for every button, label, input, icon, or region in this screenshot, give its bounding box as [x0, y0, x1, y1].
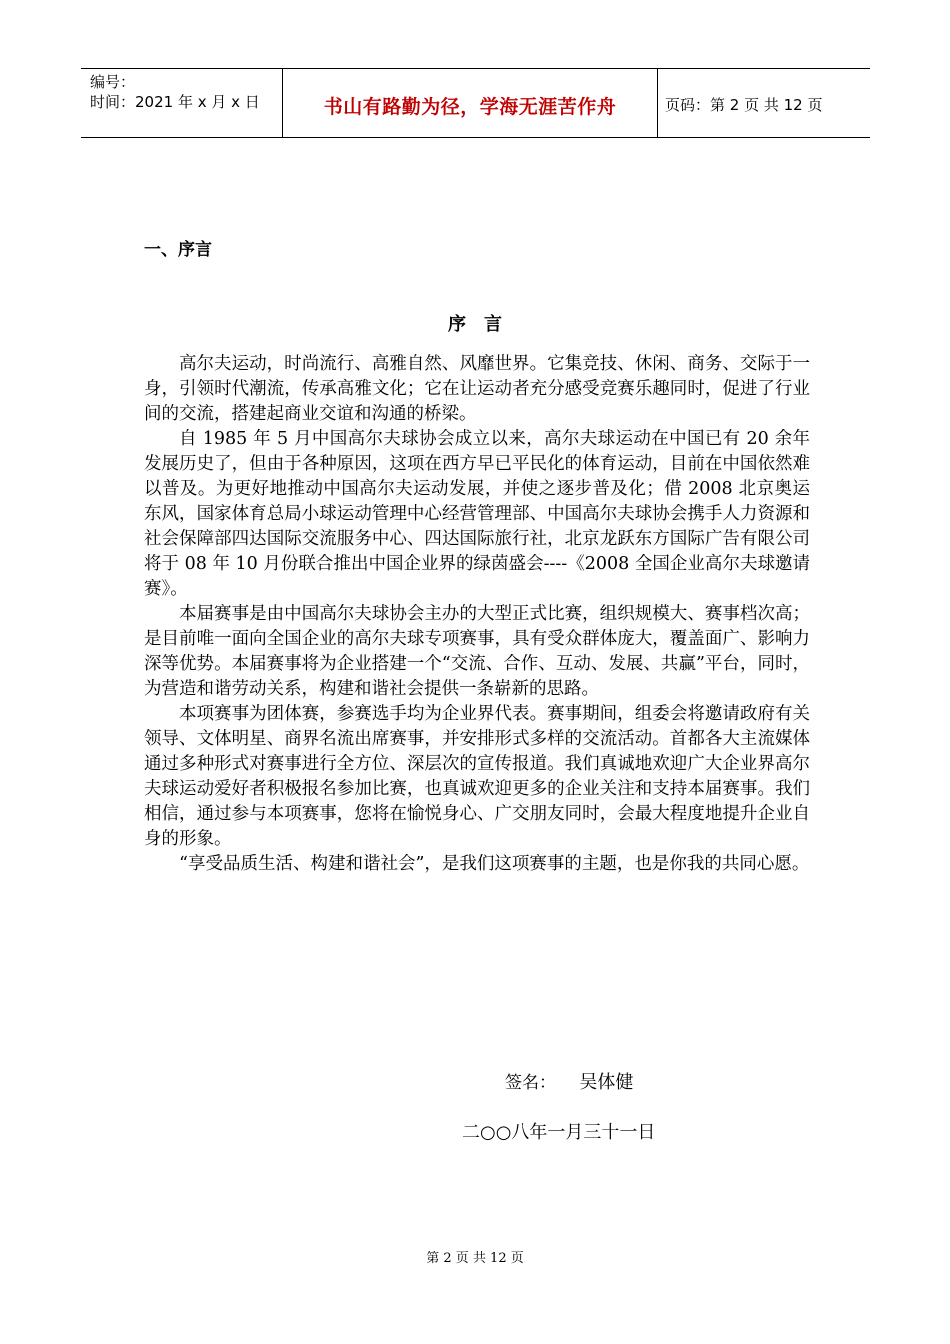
document-number-label: 编号：	[90, 73, 136, 91]
document-title: 序 言	[448, 314, 502, 335]
header-motto-cell	[283, 69, 658, 137]
document-time-label: 时间：2021 年 x 月 x 日	[90, 93, 260, 111]
page-header	[81, 68, 870, 138]
section-heading: 一、序言	[144, 240, 212, 260]
paragraph-theme: “享受品质生活、构建和谐社会”，是我们这项赛事的主题，也是你我的共同心愿。	[179, 854, 810, 874]
signature-block	[505, 1068, 633, 1094]
header-page-cell	[658, 69, 870, 137]
header-page-info: 页码：第 2 页 共 12 页	[665, 96, 823, 114]
paragraph-participation: 本项赛事为团体赛，参赛选手均为企业界代表。赛事期间，组委会将邀请政府有关领导、文体明星、商界名流出席赛事，并安排形式多样的交流活动。首都各大主流媒体通过多种形式对赛事进行全方位、深层次的宣传报道。我们真诚地欢迎广大企业界高尔夫球运动爱好者积极报名参加比赛，也真诚欢迎更多的企业关注和支持本届赛事。我们相信，通过参与本项赛事，您将在愉悦身心、广交朋友同时，会最大程度地提升企业自身的形象。	[144, 704, 810, 849]
paragraph-intro: 高尔夫运动，时尚流行、高雅自然、风靡世界。它集竞技、休闲、商务、交际于一身，引领时代潮流，传承高雅文化；它在让运动者充分感受竞赛乐趣同时，促进了行业间的交流，搭建起商业交谊和沟通的桥梁。	[144, 354, 810, 424]
header-meta-cell	[81, 69, 283, 137]
page-footer: 第 2 页 共 12 页	[426, 1251, 524, 1266]
signature-date: 二○○八年一月三十一日	[462, 1122, 656, 1143]
header-motto: 书山有路勤为径，学海无涯苦作舟	[323, 96, 617, 118]
body-text	[144, 352, 810, 877]
signature-name: 吴体健	[579, 1072, 634, 1093]
signature-label: 签名：	[505, 1073, 556, 1093]
paragraph-event-scale: 本届赛事是由中国高尔夫球协会主办的大型正式比赛，组织规模大、赛事档次高；是目前唯一面向全国企业的高尔夫球专项赛事，具有受众群体庞大，覆盖面广、影响力深等优势。本届赛事将为企业搭建一个“交流、合作、互动、发展、共赢”平台，同时，为营造和谐劳动关系，构建和谐社会提供一条崭新的思路。	[144, 604, 810, 699]
paragraph-history: 自 1985 年 5 月中国高尔夫球协会成立以来，高尔夫球运动在中国已有 20 余年发展历史了，但由于各种原因，这项在西方早已平民化的体育运动，目前在中国依然难以普及。为更好地推动中国高尔夫运动发展，并使之逐步普及化；借 2008 北京奥运东风，国家体育总局小球运动管理中心经营管理部、中国高尔夫球协会携手人力资源和社会保障部四达国际交流服务中心、四达国际旅行社，北京龙跃东方国际广告有限公司 将于 08 年 10 月份联合推出中国企业界的绿茵盛会----《2008 全国企业高尔夫球邀请赛》。	[144, 429, 811, 599]
